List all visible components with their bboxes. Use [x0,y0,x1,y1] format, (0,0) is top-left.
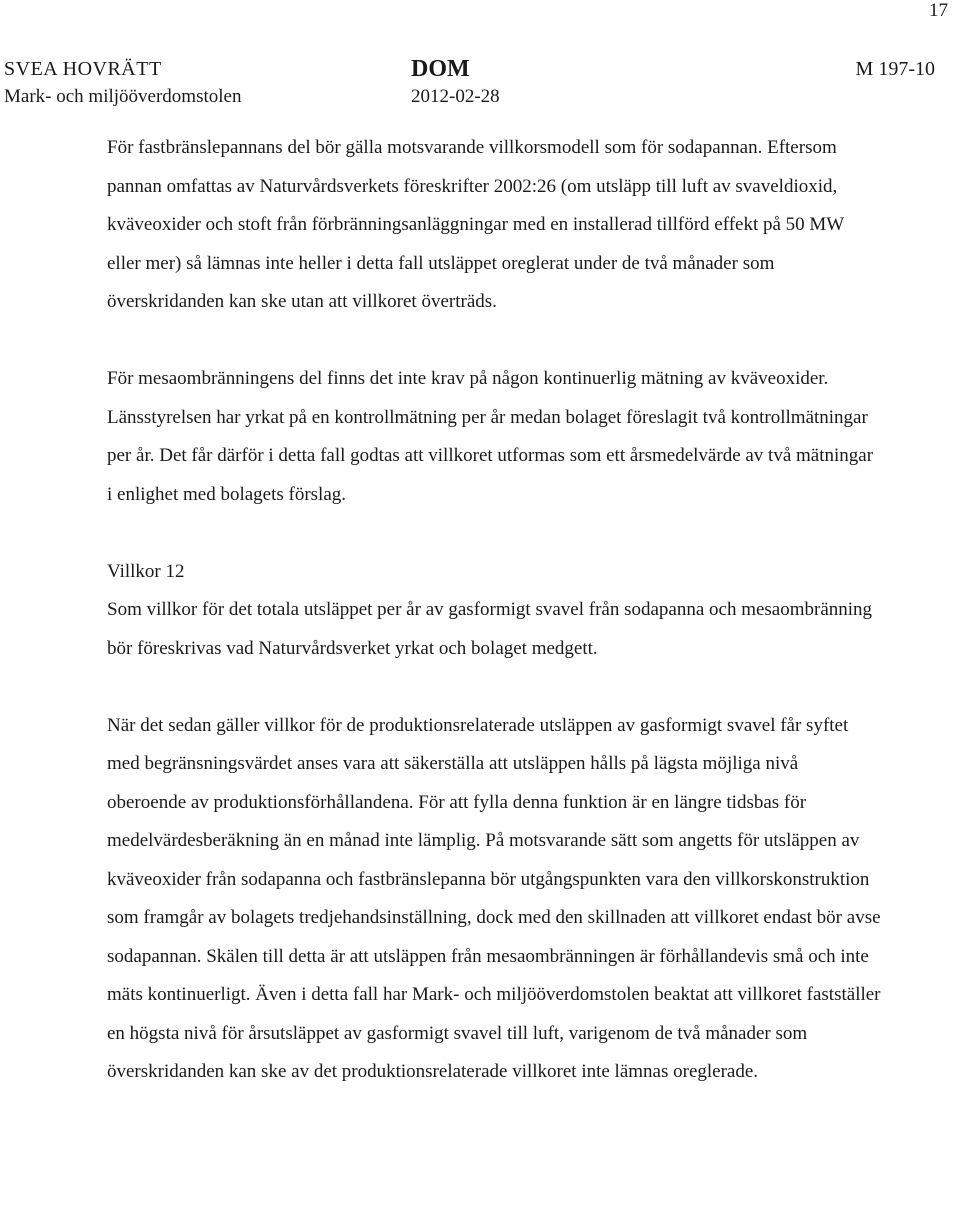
court-name: SVEA HOVRÄTT [4,58,162,80]
sub-court-name: Mark- och miljööverdomstolen [4,86,242,107]
document-header [4,55,939,115]
paragraph-produktionsrelaterade: När det sedan gäller villkor för de produktionsrelaterade utsläppen av gasformigt svavel får syftet med begränsningsvärdet anses vara att säkerställa att utsläppen hålls på lägsta möjliga nivå oberoende av produktionsförhållandena. För att fylla denna funktion är en längre tidsbas för medelvärdesberäkning än en månad inte lämplig. På motsvarande sätt som angetts för utsläppen av kväveoxider från sodapanna och fastbränslepanna bör utgångspunkten vara den villkorskonstruktion som framgår av bolagets tredjehandsinställning, dock med den skillnaden att villkoret endast bör avse sodapannan. Skälen till detta är att utsläppen från mesaombränningen är förhållandevis små och inte mäts kontinuerligt. Även i detta fall har Mark- och miljööverdomstolen beaktat att villkoret fastställer en högsta nivå för årsutsläppet av gasformigt svavel till luft, varigenom de två månader som överskridanden kan ske av det produktionsrelaterade villkoret inte lämnas oreglerade. [107,714,881,1082]
court-name-block [4,55,241,111]
page-number: 17 [929,0,948,21]
document-type-block [411,55,500,111]
paragraph-mesaombranning: För mesaombränningens del finns det inte krav på någon kontinuerlig mätning av kväveoxider. Länsstyrelsen har yrkat på en kontrollmätning per år medan bolaget föreslagit två kontrollmätningar per år. Det får därför i detta fall godtas att villkoret utformas som ett årsmedelvärde av två mätningar i enlighet med bolagets förslag. [107,368,874,505]
case-number: M 197-10 [855,58,935,80]
document-body [107,129,882,1092]
paragraph-villkor-12: Som villkor för det totala utsläppet per år av gasformigt svavel från sodapanna och mesaombränning bör föreskrivas vad Naturvårdsverket yrkat och bolaget medgett. [107,599,873,659]
section-heading-villkor-12: Villkor 12 [107,560,185,582]
document-type: DOM [411,56,470,82]
paragraph-fastbranslepanna: För fastbränslepannans del bör gälla motsvarande villkorsmodell som för sodapannan. Eftersom pannan omfattas av Naturvårdsverkets föreskrifter 2002:26 (om utsläpp till luft av svaveldioxid, kväveoxider och stoft från förbränningsanläggningar med en installerad tillförd effekt på 50 MW eller mer) så lämnas inte heller i detta fall utsläppet oreglerat under de två månader som överskridanden kan ske utan att villkoret överträds. [107,137,844,312]
document-date: 2012-02-28 [411,86,500,107]
